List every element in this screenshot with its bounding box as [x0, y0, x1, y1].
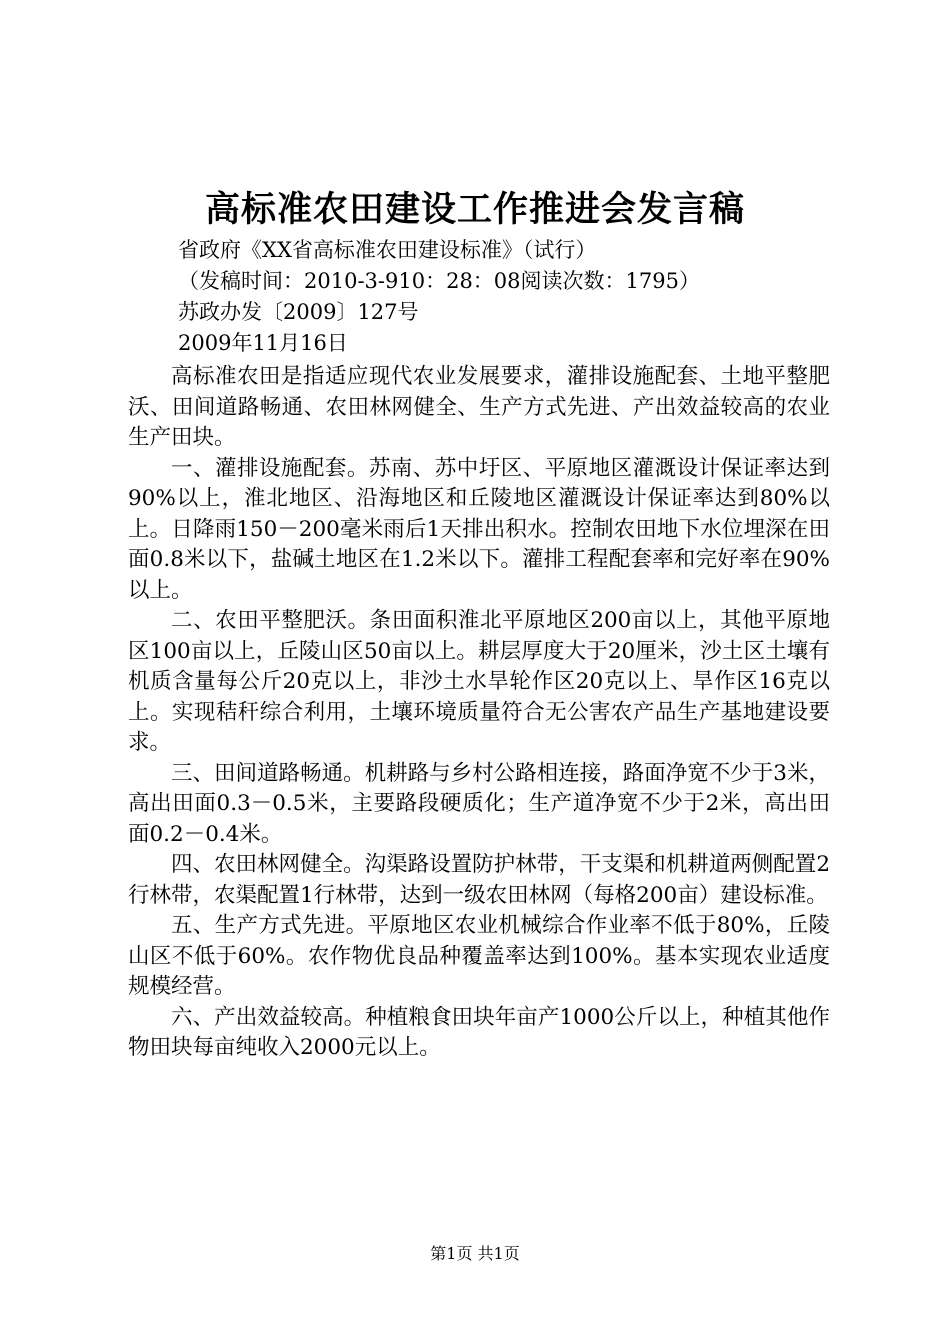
paragraph-land-leveling: 二、农田平整肥沃。条田面积淮北平原地区200亩以上，其他平原地区100亩以上，丘陵山区50亩以上。耕层厚度大于20厘米，沙土区土壤有机质含量每公斤20克以上，非沙土水旱轮作区20克以上、旱作区16克以上。实现秸秆综合利用，土壤环境质量符合无公害农产品生产基地建设要求。 — [128, 608, 830, 755]
paragraph-production-methods: 五、生产方式先进。平原地区农业机械综合作业率不低于80%，丘陵山区不低于60%。农作物优良品种覆盖率达到100%。基本实现农业适度规模经营。 — [128, 913, 830, 999]
document-body — [128, 362, 830, 1064]
meta-line-doc-number: 苏政办发〔2009〕127号 — [178, 300, 419, 324]
paragraph-output-benefits: 六、产出效益较高。种植粮食田块年亩产1000公斤以上，种植其他作物田块每亩纯收入2000元以上。 — [128, 1004, 830, 1060]
paragraph-forest-network: 四、农田林网健全。沟渠路设置防护林带，干支渠和机耕道两侧配置2行林带，农渠配置1行林带，达到一级农田林网（每格200亩）建设标准。 — [128, 852, 830, 908]
paragraph-roads: 三、田间道路畅通。机耕路与乡村公路相连接，路面净宽不少于3米，高出田面0.3－0.5米，主要路段硬质化；生产道净宽不少于2米，高出田面0.2－0.4米。 — [128, 760, 830, 847]
page-footer: 第1页 共1页 — [430, 1244, 520, 1263]
meta-line-date: 2009年11月16日 — [178, 331, 348, 355]
paragraph-intro: 高标准农田是指适应现代农业发展要求，灌排设施配套、土地平整肥沃、田间道路畅通、农田林网健全、生产方式先进、产出效益较高的农业生产田块。 — [128, 364, 830, 450]
document-title: 高标准农田建设工作推进会发言稿 — [204, 189, 745, 230]
paragraph-irrigation: 一、灌排设施配套。苏南、苏中圩区、平原地区灌溉设计保证率达到90%以上，淮北地区、沿海地区和丘陵地区灌溉设计保证率达到80%以上。日降雨150－200毫米雨后1天排出积水。控制农田地下水位埋深在田面0.8米以下，盐碱土地区在1.2米以下。灌排工程配套率和完好率在90%以上。 — [128, 455, 830, 603]
meta-line-publish-info: （发稿时间：2010-3-910：28：08阅读次数：1795） — [178, 269, 700, 293]
meta-line-standard: 省政府《XX省高标准农田建设标准》（试行） — [178, 238, 597, 262]
